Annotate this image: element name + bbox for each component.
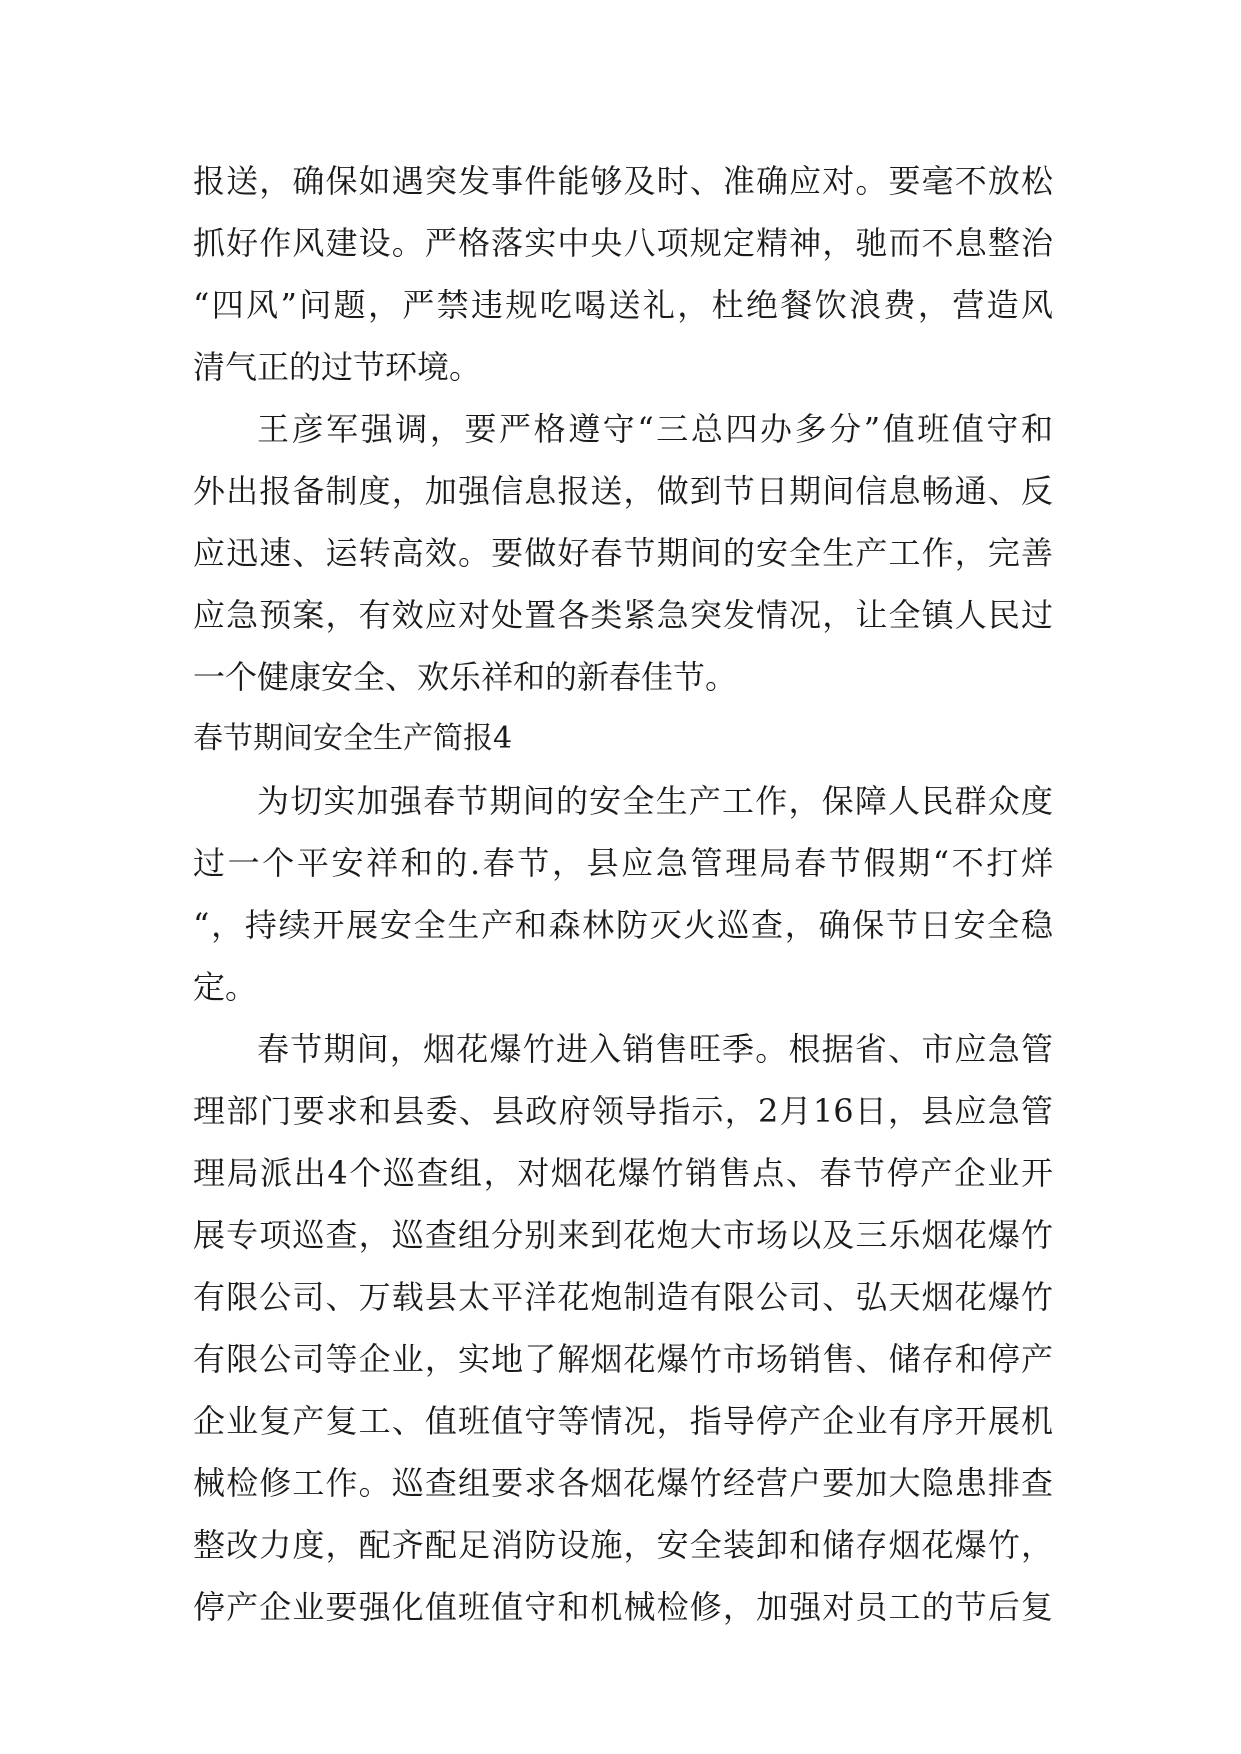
paragraph-line: 企业复产复工、值班值守等情况，指导停产企业有序开展机 [193, 1402, 1053, 1440]
paragraph-line: 应迅速、运转高效。要做好春节期间的安全生产工作，完善 [193, 534, 1053, 572]
paragraph-line: 展专项巡查，巡查组分别来到花炮大市场以及三乐烟花爆竹 [193, 1216, 1053, 1254]
paragraph-line: 外出报备制度，加强信息报送，做到节日期间信息畅通、反 [193, 472, 1053, 510]
document-body [193, 150, 1053, 1638]
paragraph-line: “，持续开展安全生产和森林防灭火巡查，确保节日安全稳 [193, 906, 1053, 944]
paragraph-line: 清气正的过节环境。 [193, 348, 482, 386]
paragraph-line: 有限公司、万载县太平洋花炮制造有限公司、弘天烟花爆竹 [193, 1278, 1053, 1316]
paragraph-line: 春节期间，烟花爆竹进入销售旺季。根据省、市应急管 [257, 1030, 1053, 1068]
paragraph-line: 为切实加强春节期间的安全生产工作，保障人民群众度 [257, 782, 1053, 820]
paragraph-line: 王彦军强调，要严格遵守“三总四办多分”值班值守和 [257, 410, 1053, 448]
paragraph-line: 报送，确保如遇突发事件能够及时、准确应对。要毫不放松 [193, 162, 1053, 200]
paragraph-line: 过一个平安祥和的.春节，县应急管理局春节假期“不打烊 [193, 844, 1053, 882]
paragraph-line: 一个健康安全、欢乐祥和的新春佳节。 [193, 658, 738, 696]
paragraph-line: 有限公司等企业，实地了解烟花爆竹市场销售、储存和停产 [193, 1340, 1053, 1378]
paragraph-line: 理部门要求和县委、县政府领导指示，2月16日，县应急管 [193, 1092, 1053, 1130]
paragraph-line: 抓好作风建设。严格落实中央八项规定精神，驰而不息整治 [193, 224, 1053, 262]
paragraph-line: 定。 [193, 968, 258, 1006]
paragraph-line: 应急预案，有效应对处置各类紧急突发情况，让全镇人民过 [193, 596, 1053, 634]
section-heading: 春节期间安全生产简报4 [193, 721, 513, 756]
paragraph-line: 整改力度，配齐配足消防设施，安全装卸和储存烟花爆竹， [193, 1526, 1053, 1564]
paragraph-line: “四风”问题，严禁违规吃喝送礼，杜绝餐饮浪费，营造风 [193, 286, 1053, 324]
paragraph-line: 理局派出4个巡查组，对烟花爆竹销售点、春节停产企业开 [193, 1154, 1053, 1192]
paragraph-line: 械检修工作。巡查组要求各烟花爆竹经营户要加大隐患排查 [193, 1464, 1053, 1502]
paragraph-line: 停产企业要强化值班值守和机械检修，加强对员工的节后复 [193, 1588, 1053, 1626]
